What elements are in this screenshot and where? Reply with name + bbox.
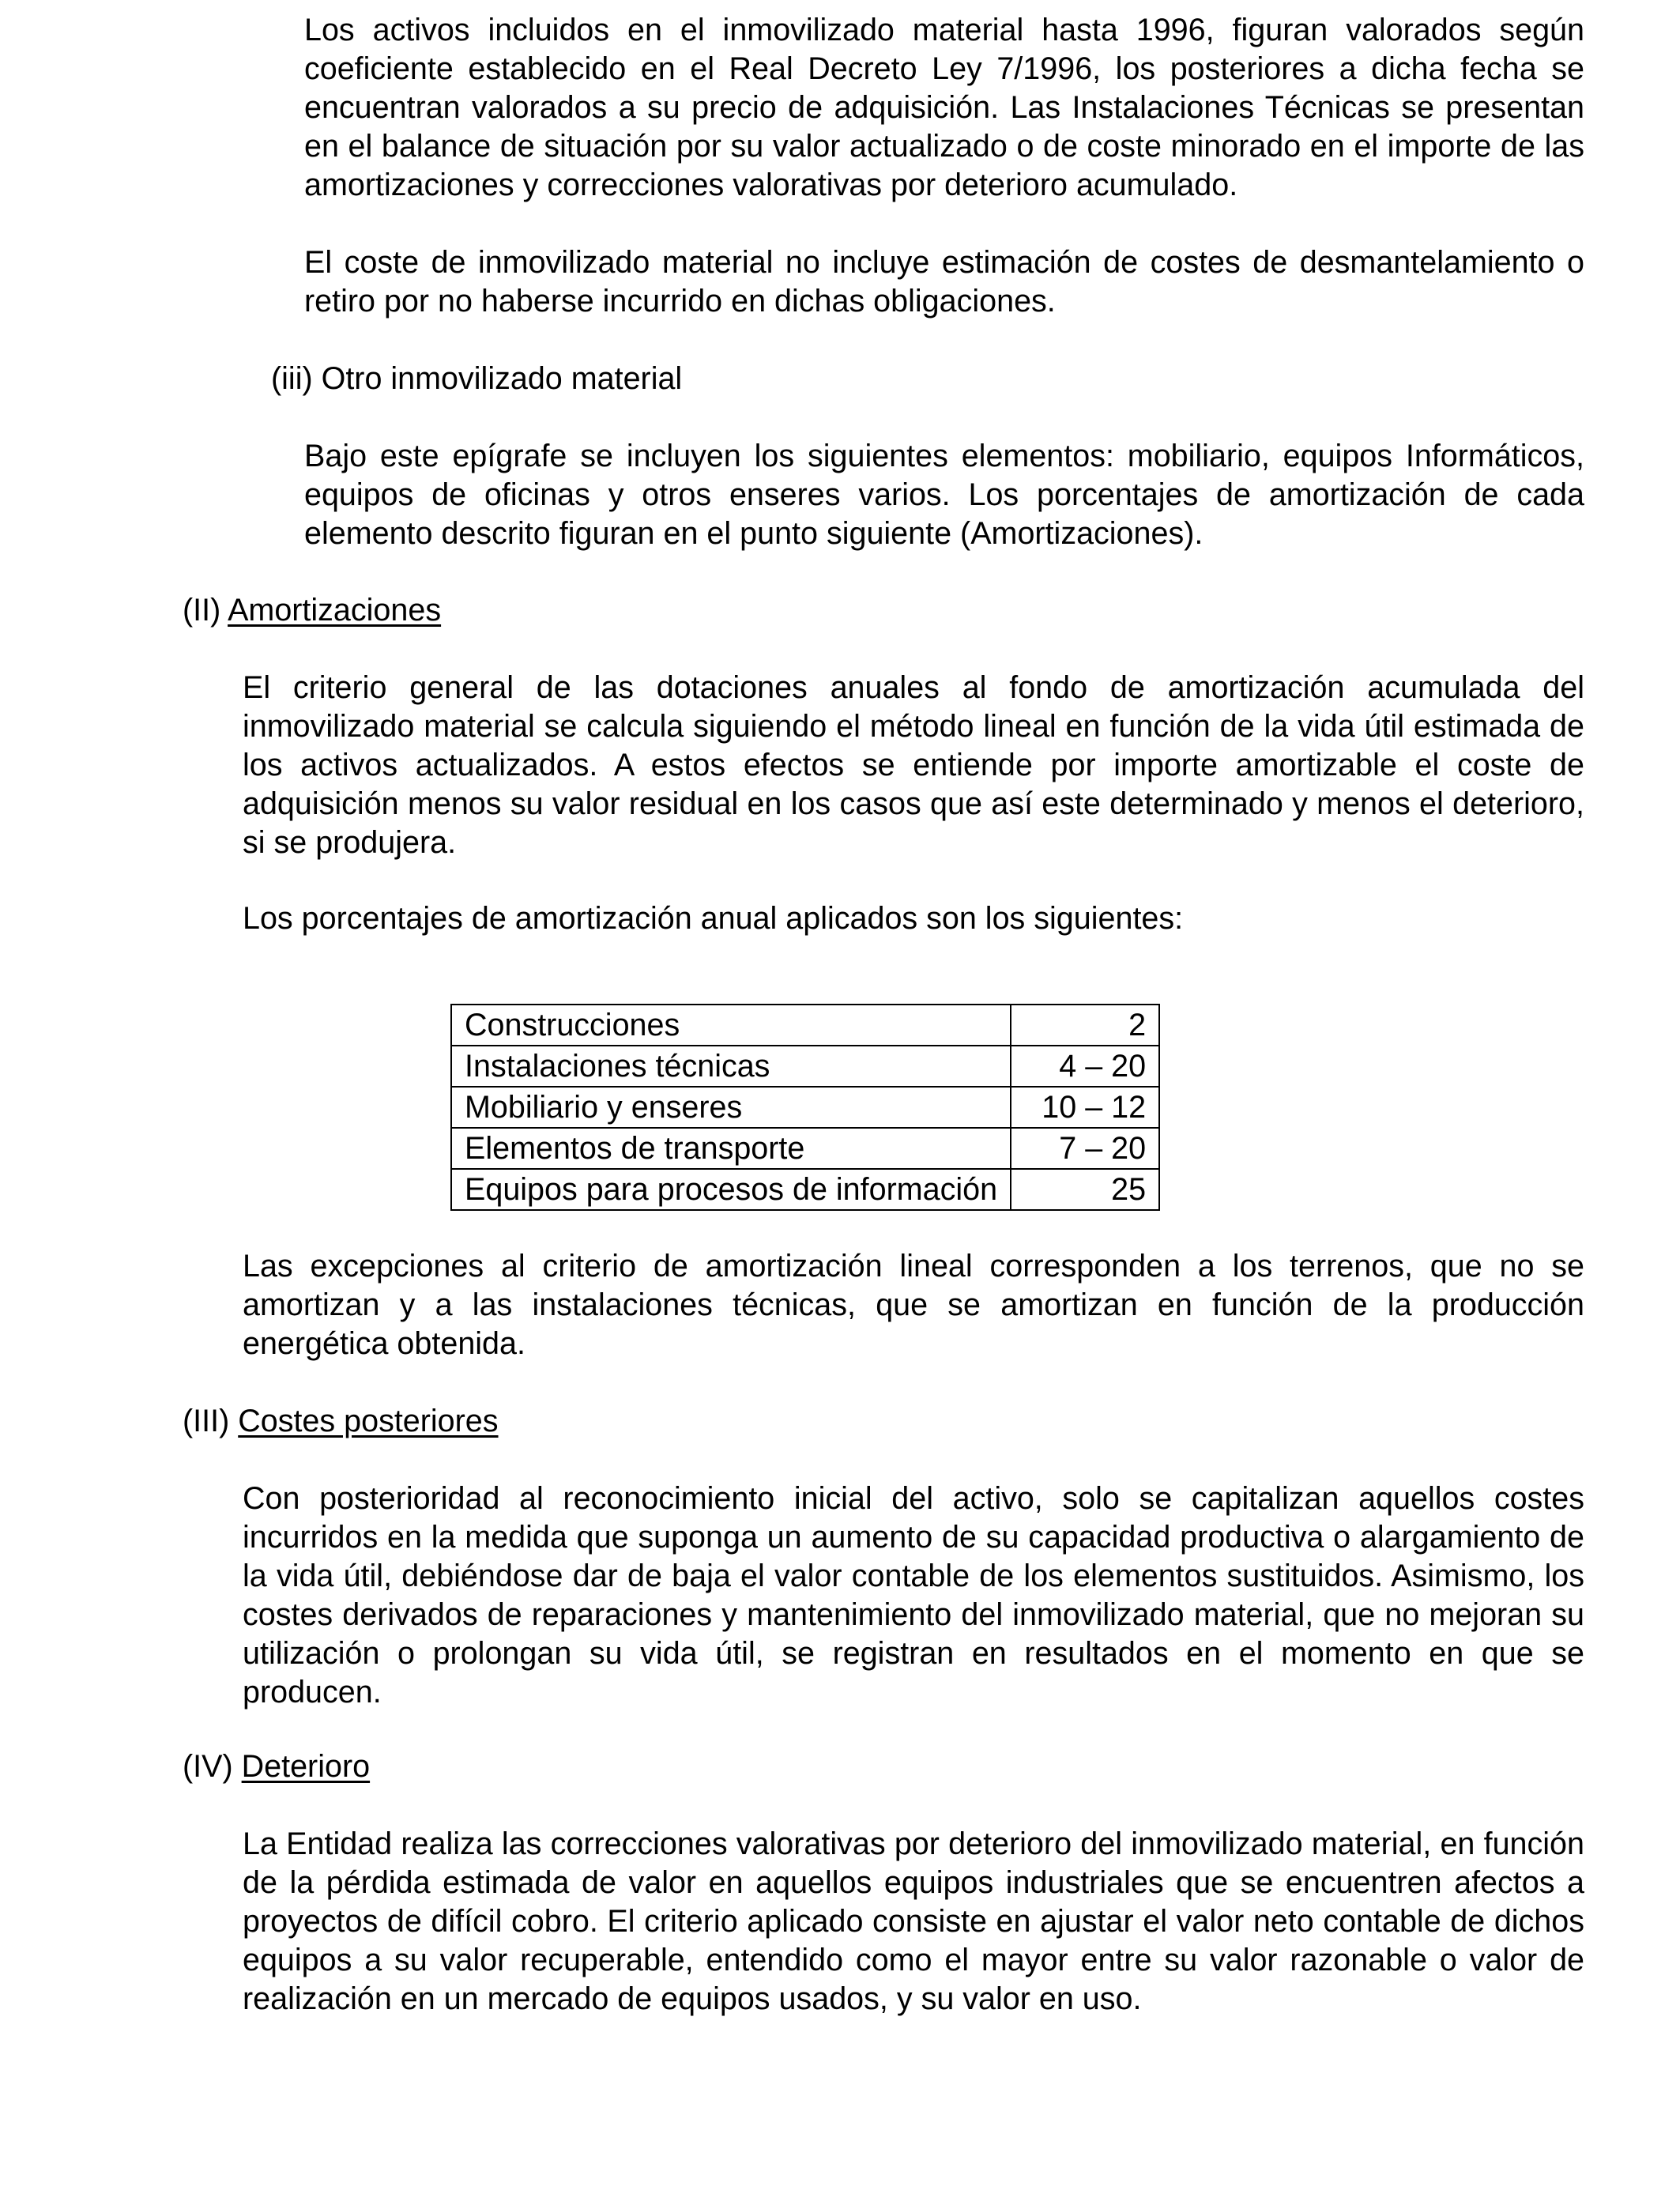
paragraph-dismantling-costs: El coste de inmovilizado material no incluye estimación de costes de desmantelamiento o retiro por no haberse incurrido en dichas obligaciones. [304,245,1584,319]
table-row [451,1005,1159,1046]
paragraph-impairment: La Entidad realiza las correcciones valorativas por deterioro del inmovilizado material, en función de la pérdida estimada de valor en aquellos equipos industriales que se encuentren afectos a proyectos de difícil cobro. El criterio aplicado consiste en ajustar el valor neto contable de dichos equipos a su valor recuperable, entendido como el mayor entre su valor razonable o valor de realización en un mercado de equipos usados, y su valor en uso. [243,1826,1584,2016]
table-row [451,1087,1159,1128]
paragraph-rates-intro: Los porcentajes de amortización anual aplicados son los siguientes: [243,901,1184,936]
subheading-otro-inmovilizado: (iii) Otro inmovilizado material [271,361,683,396]
table-row [451,1046,1159,1087]
table-cell-label: Construcciones [451,1005,1011,1046]
section-title: Deterioro [241,1749,371,1784]
table-cell-value: 2 [1011,1005,1159,1046]
section-title: Costes posteriores [238,1404,499,1438]
table-cell-label: Elementos de transporte [451,1128,1011,1169]
section-number: (III) [183,1404,230,1438]
table-cell-value: 25 [1011,1169,1159,1210]
section-heading-costes-posteriores [183,1402,499,1441]
table-cell-value: 10 – 12 [1011,1087,1159,1128]
table-row [451,1128,1159,1169]
table-cell-label: Instalaciones técnicas [451,1046,1011,1087]
paragraph-amortization-criteria: El criterio general de las dotaciones anuales al fondo de amortización acumulada del inmovilizado material se calcula siguiendo el método lineal en función de la vida útil estimada de los activos actualizados. A estos efectos se entiende por importe amortizable el coste de adquisición menos su valor residual en los casos que así este determinado y menos el deterioro, si se produjera. [243,670,1584,860]
table-cell-label: Mobiliario y enseres [451,1087,1011,1128]
table-cell-label: Equipos para procesos de información [451,1169,1011,1210]
amortization-rates-table [450,1004,1160,1211]
paragraph-otro-inmovilizado: Bajo este epígrafe se incluyen los siguientes elementos: mobiliario, equipos Informáticos, equipos de oficinas y otros enseres varios. Los porcentajes de amortización de cada elemento descrito figuran en el punto siguiente (Amortizaciones). [304,439,1584,551]
section-number: (II) [183,593,221,628]
section-number: (IV) [183,1749,233,1784]
section-title: Amortizaciones [228,593,442,628]
table-cell-value: 7 – 20 [1011,1128,1159,1169]
paragraph-subsequent-costs: Con posterioridad al reconocimiento inicial del activo, solo se capitalizan aquellos costes incurridos en la medida que suponga un aumento de su capacidad productiva o alargamiento de la vida útil, debiéndose dar de baja el valor contable de los elementos sustituidos. Asimismo, los costes derivados de reparaciones y mantenimiento del inmovilizado material, que no mejoran su utilización o prolongan su vida útil, se registran en resultados en el momento en que se producen. [243,1481,1584,1710]
paragraph-valuation: Los activos incluidos en el inmovilizado material hasta 1996, figuran valorados según coeficiente establecido en el Real Decreto Ley 7/1996, los posteriores a dicha fecha se encuentran valorados a su precio de adquisición. Las Instalaciones Técnicas se presentan en el balance de situación por su valor actualizado o de coste minorado en el importe de las amortizaciones y correcciones valorativas por deterioro acumulado. [304,13,1584,202]
section-heading-deterioro [183,1747,370,1786]
table-cell-value: 4 – 20 [1011,1046,1159,1087]
section-heading-amortizaciones [183,591,441,630]
table-row [451,1169,1159,1210]
paragraph-exceptions: Las excepciones al criterio de amortización lineal corresponden a los terrenos, que no se amortizan y a las instalaciones técnicas, que se amortizan en función de la producción energética obtenida. [243,1249,1584,1361]
